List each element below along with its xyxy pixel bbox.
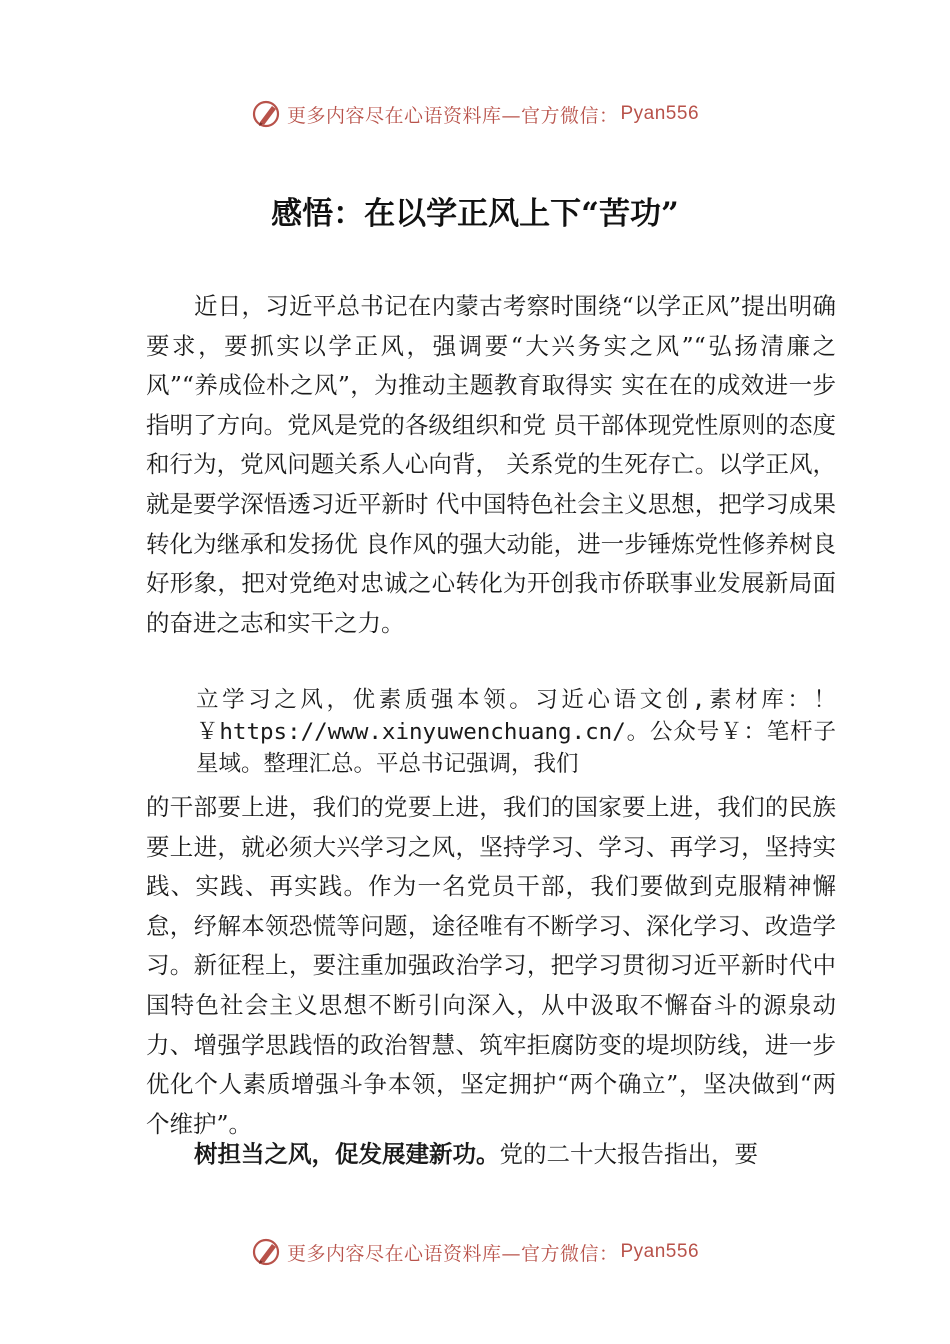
pen-logo-icon <box>251 1236 283 1268</box>
watermark-wechat-id: Pyan556 <box>620 103 700 124</box>
page-title: 感悟：在以学正风上下“苦功” <box>271 196 679 232</box>
watermark-text: 更多内容尽在心语资料库—官方微信： <box>286 104 619 127</box>
pen-logo-icon <box>251 98 283 130</box>
paragraph-4-heading: 树担当之风，促发展建新功。 <box>194 1140 500 1168</box>
paragraph-2: 立学习之风，优素质强本领。习近心语文创,素材库：！￥https://www.xinyuwenchuang.cn/。公众号￥：笔杆子星域。整理汇总。平总书记强调，我们 <box>196 687 836 777</box>
watermark-wechat-id: Pyan556 <box>620 1241 700 1262</box>
watermark-text: 更多内容尽在心语资料库—官方微信： <box>286 1242 619 1265</box>
paragraph-4 <box>146 1135 836 1175</box>
header-watermark <box>0 94 950 134</box>
footer-watermark <box>0 1232 950 1272</box>
paragraph-3: 的干部要上进，我们的党要上进，我们的国家要上进，我们的民族要上进，就必须大兴学习之风，坚持学习、学习、再学习，坚持实践、实践、再实践。作为一名党员干部，我们要做到克服精神懈怠，纾解本领恐慌等问题，途径唯有不断学习、深化学习、改造学习。新征程上，要注重加强政治学习，把学习贯彻习近平新时代中国特色社会主义思想不断引向深入，从中汲取不懈奋斗的源泉动力、增强学思践悟的政治智慧、筑牢拒腐防变的堤坝防线，进一步优化个人素质增强斗争本领，坚定拥护“两个确立”，坚决做到“两个维护”。 <box>146 793 836 1138</box>
paragraph-1: 近日，习近平总书记在内蒙古考察时围绕“以学正风”提出明确要求，要抓实以学正风，强调要“大兴务实之风”“弘扬清廉之风”“养成俭朴之风”，为推动主题教育取得实 实在在的成效进一步指明了方向。党风是党的各级组织和党 员干部体现党性原则的态度和行为，党风问题关系人心向背， 关系党的生死存亡。以学正风，就是要学深悟透习近平新时 代中国特色社会主义思想，把学习成果转化为继承和发扬优 良作风的强大动能，进一步锤炼党性修养树良好形象，把对党绝对忠诚之心转化为开创我市侨联事业发展新局面的奋进之志和实干之力。 <box>146 292 836 637</box>
paragraph-4-text: 党的二十大报告指出，要 <box>499 1140 758 1168</box>
